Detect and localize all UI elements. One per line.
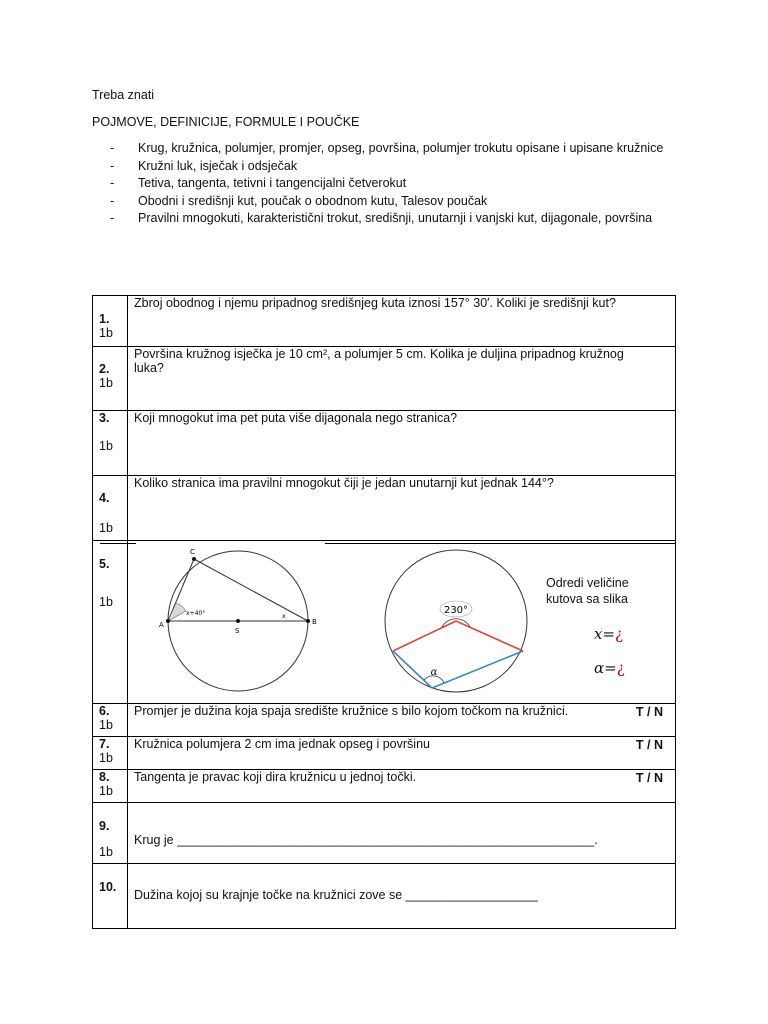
question-number: 1. xyxy=(99,312,110,326)
question-number: 8. xyxy=(99,770,110,784)
table-row xyxy=(93,770,676,803)
subheading: POJMOVE, DEFINICIJE, FORMULE I POUČKE xyxy=(92,115,360,129)
circle-figure-1 xyxy=(156,548,317,691)
question-number-cell xyxy=(93,541,128,704)
quiz-table xyxy=(92,295,676,929)
question-number: 2. xyxy=(99,362,110,376)
question-cell[interactable] xyxy=(128,864,676,929)
question-number-cell xyxy=(93,770,128,803)
answer-alpha-mark: ¿ xyxy=(616,659,625,677)
question-number: 3. xyxy=(99,411,110,425)
table-row xyxy=(93,411,676,476)
question-number-cell xyxy=(93,704,128,737)
figure-instruction: Odredi veličine kutova sa slika xyxy=(546,576,629,606)
bullet: - xyxy=(110,141,115,155)
question-number-cell xyxy=(93,476,128,541)
question-number: 6. xyxy=(99,704,110,718)
table-row xyxy=(93,347,676,411)
table-row xyxy=(93,704,676,737)
list-item xyxy=(110,175,670,193)
question-number-cell xyxy=(93,347,128,411)
question-number-cell xyxy=(93,411,128,476)
topic-text: Krug, kružnica, polumjer, promjer, opseg, površina, polumjer trokutu opisane i upisane kružnice xyxy=(138,141,664,155)
topic-list xyxy=(110,140,670,228)
question-text: Koliko stranica ima pravilni mnogokut čiji je jedan unutarnji kut jednak 144°? xyxy=(134,476,554,490)
question-text: Promjer je dužina koja spaja središte kružnice s bilo kojom točkom na kružnici. xyxy=(134,704,569,718)
label-b: B xyxy=(312,618,317,626)
angle-label: x+40° xyxy=(186,610,206,617)
central-angle-label: 230° xyxy=(443,605,469,616)
question-cell xyxy=(128,704,676,737)
list-item xyxy=(110,140,670,158)
answer-x[interactable] xyxy=(594,625,623,643)
table-row xyxy=(93,864,676,929)
question-text: Zbroj obodnog i njemu pripadnog središnjeg kuta iznosi 157° 30′. Koliki je središnji kut? xyxy=(134,296,616,310)
question-text: Kružnica polumjera 2 cm ima jednak opseg i površinu xyxy=(134,737,430,751)
topic-text: Kružni luk, isječak i odsječak xyxy=(138,158,298,173)
bullet: - xyxy=(110,211,115,225)
question-points: 1b xyxy=(99,439,113,453)
question-number-cell xyxy=(93,737,128,770)
answer-line xyxy=(100,543,136,544)
question-cell[interactable] xyxy=(128,296,676,347)
question-number-cell xyxy=(93,803,128,864)
heading: Treba znati xyxy=(92,88,155,102)
label-c: C xyxy=(190,548,195,556)
list-item xyxy=(110,210,670,228)
question-number: 7. xyxy=(99,737,110,751)
topic-text: Obodni i središnji kut, poučak o obodnom kutu, Talesov poučak xyxy=(138,193,488,208)
question-cell[interactable] xyxy=(128,803,676,864)
alpha-label: α xyxy=(430,667,438,678)
question-cell[interactable] xyxy=(128,476,676,541)
question-number: 10. xyxy=(99,880,117,894)
question-points: 1b xyxy=(99,784,113,798)
question-cell xyxy=(128,541,676,704)
table-row xyxy=(93,296,676,347)
question-points: 1b xyxy=(99,521,113,535)
true-false-choice[interactable]: T / N xyxy=(635,771,663,785)
question-points: 1b xyxy=(99,751,113,765)
label-a: A xyxy=(159,621,164,629)
question-number: 5. xyxy=(99,557,110,571)
bullet: - xyxy=(110,158,115,173)
question-number-cell xyxy=(93,864,128,929)
list-item xyxy=(110,193,670,211)
label-s: S xyxy=(235,627,240,635)
table-row xyxy=(93,803,676,864)
question-points: 1b xyxy=(99,718,113,732)
question-cell xyxy=(128,770,676,803)
question-text: Tangenta je pravac koji dira kružnicu u jednoj točki. xyxy=(134,770,417,784)
table-row xyxy=(93,541,676,704)
question-number: 4. xyxy=(99,491,110,505)
question-number: 9. xyxy=(99,819,110,833)
table-row xyxy=(93,737,676,770)
question-points: 1b xyxy=(99,376,113,390)
topic-text: Tetiva, tangenta, tetivni i tangencijalni četverokut xyxy=(138,176,407,190)
question-cell[interactable] xyxy=(128,411,676,476)
table-row xyxy=(93,476,676,541)
answer-alpha-label: α= xyxy=(594,659,617,677)
x-label: x xyxy=(282,613,286,620)
question-points: 1b xyxy=(99,326,113,340)
true-false-choice[interactable]: T / N xyxy=(635,705,663,719)
question-number-cell xyxy=(93,296,128,347)
question-text: Dužina kojoj su krajnje točke na kružnici zove se ___________________ xyxy=(134,888,538,902)
bullet: - xyxy=(110,176,115,190)
answer-alpha[interactable] xyxy=(594,659,625,677)
answer-x-mark: ¿ xyxy=(615,625,624,643)
answer-line xyxy=(325,543,675,544)
question-points: 1b xyxy=(99,845,113,859)
question-text: Krug je ____________________________________________________________. xyxy=(134,833,598,847)
topic-text: Pravilni mnogokuti, karakteristični trokut, središnji, unutarnji i vanjski kut, dijagonale, površina xyxy=(138,211,653,225)
bullet: - xyxy=(110,193,115,208)
circle-figure-2 xyxy=(382,547,532,697)
question-text: Površina kružnog isječka je 10 cm², a polumjer 5 cm. Kolika je duljina pripadnog kružnog luka? xyxy=(134,347,624,375)
question-cell[interactable] xyxy=(128,347,676,411)
list-item xyxy=(110,158,670,176)
question-text: Koji mnogokut ima pet puta više dijagonala nego stranica? xyxy=(134,411,458,425)
question-points: 1b xyxy=(99,595,113,609)
answer-x-label: x= xyxy=(594,625,616,643)
question-cell xyxy=(128,737,676,770)
true-false-choice[interactable]: T / N xyxy=(635,738,663,752)
